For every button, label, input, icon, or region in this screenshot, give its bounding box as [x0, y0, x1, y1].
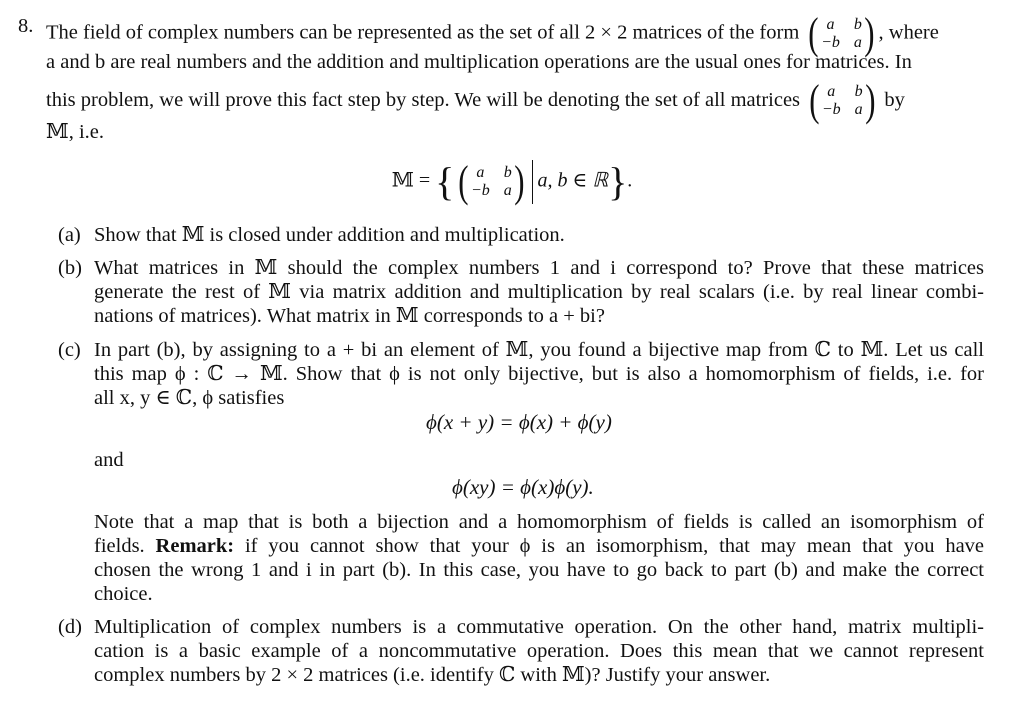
part-d-line-3: complex numbers by 2 × 2 matrices (i.e. identify ℂ with 𝕄)? Justify your answer.: [94, 664, 771, 686]
set-definition-equation: 𝕄 = { ( a b −b a ) a, b ∈ ℝ}.: [391, 157, 633, 206]
part-b-line-3: nations of matrices). What matrix in 𝕄 corresponds to a + bi?: [94, 305, 605, 327]
part-a-label: (a): [58, 224, 81, 246]
remark-label: Remark:: [155, 535, 235, 557]
part-d-line-2: cation is a basic example of a noncommutative operation. Does this mean that we cannot represent: [94, 640, 984, 662]
matrix-inline-1: ( a b −b a ): [808, 9, 875, 58]
part-c-line-2: this map ϕ : ℂ → 𝕄. Show that ϕ is not only bijective, but is also a homomorphism of fields, i.e. for: [94, 363, 984, 385]
part-b-label: (b): [58, 257, 82, 279]
intro-line-2: a and b are real numbers and the addition and multiplication operations are the usual ones for matrices. In: [46, 51, 912, 73]
part-b-line-1: What matrices in 𝕄 should the complex numbers 1 and i correspond to? Prove that these matrices: [94, 257, 984, 279]
intro-line-1: The field of complex numbers can be represented as the set of all 2 × 2 matrices of the form ( a b −b a ) , where: [46, 9, 939, 58]
intro-line-3: this problem, we will prove this fact step by step. We will be denoting the set of all matrices ( a b −b a ) by: [46, 76, 905, 126]
part-b-line-2: generate the rest of 𝕄 via matrix addition and multiplication by real scalars (i.e. by real linear combi-: [94, 281, 984, 303]
homomorphism-multiplication-equation: ϕ(xy) = ϕ(x)ϕ(y).: [452, 475, 594, 499]
note-line-2: fields. Remark: if you cannot show that your ϕ is an isomorphism, that may mean that you have: [94, 535, 985, 557]
part-c-label: (c): [58, 339, 81, 361]
matrix-inline-2: ( a b −b a ): [809, 76, 876, 126]
intro-line-4: 𝕄, i.e.: [46, 121, 104, 143]
part-a-line-1: Show that 𝕄 is closed under addition and multiplication.: [94, 224, 565, 246]
and-connector: and: [94, 449, 124, 471]
note-line-1: Note that a map that is both a bijection and a homomorphism of fields is called an isomorphism of: [94, 511, 984, 533]
note-line-3: chosen the wrong 1 and i in part (b). In this case, you have to go back to part (b) and make the correct: [94, 559, 984, 581]
part-c-line-3: all x, y ∈ ℂ, ϕ satisfies: [94, 387, 285, 409]
part-d-label: (d): [58, 616, 82, 638]
part-d-line-1: Multiplication of complex numbers is a commutative operation. On the other hand, matrix multipli-: [94, 616, 984, 638]
problem-number: 8.: [18, 15, 34, 37]
note-line-4: choice.: [94, 583, 153, 605]
problem-intro: [46, 9, 986, 144]
homomorphism-addition-equation: ϕ(x + y) = ϕ(x) + ϕ(y): [426, 410, 612, 434]
part-c-line-1: In part (b), by assigning to a + bi an element of 𝕄, you found a bijective map from ℂ to 𝕄. Let us call: [94, 339, 984, 361]
